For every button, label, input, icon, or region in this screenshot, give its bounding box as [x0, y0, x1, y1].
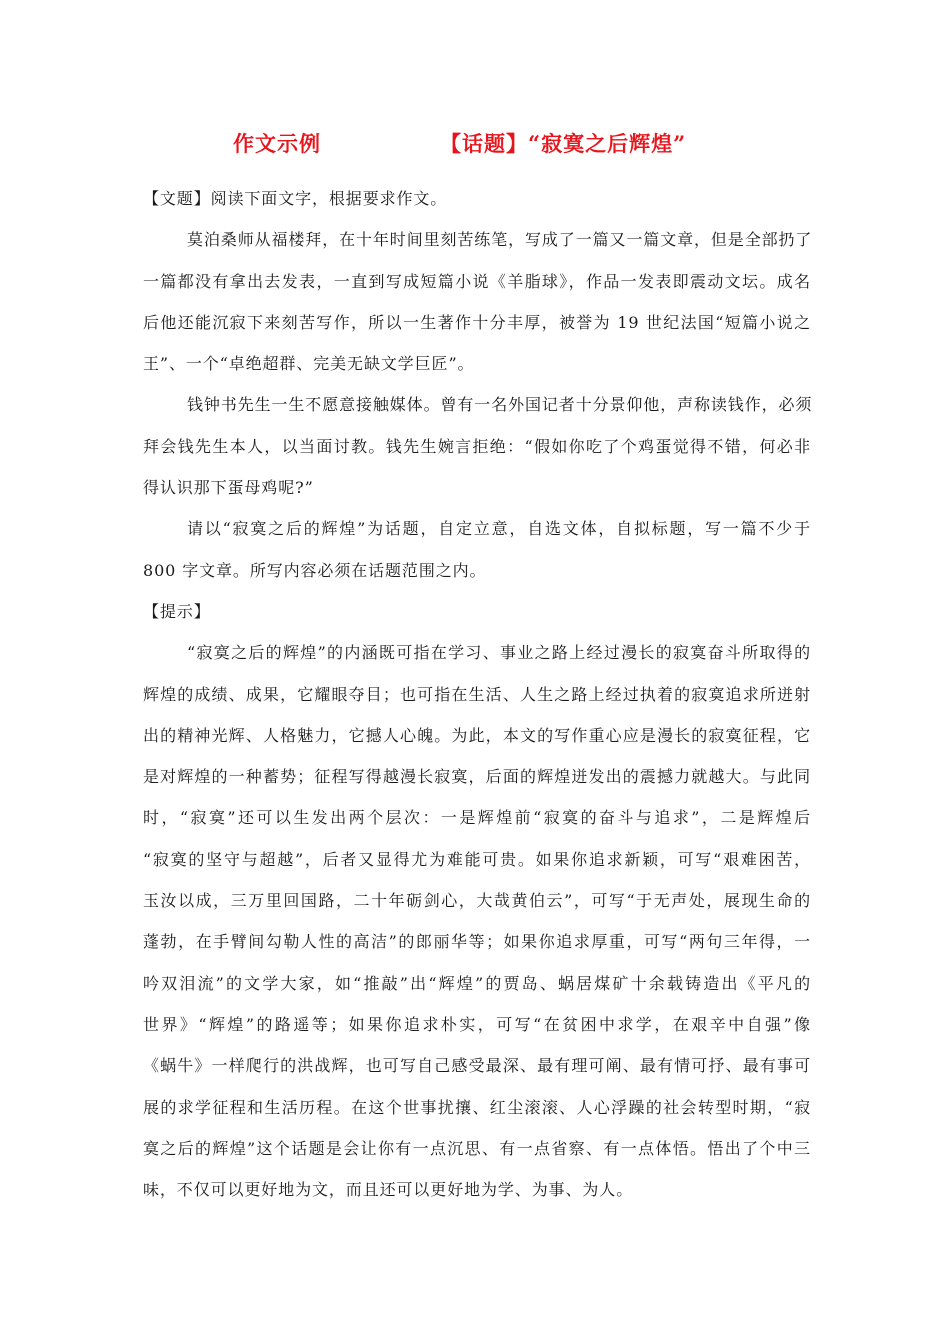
- text-line: 吟双泪流”的文学大家，如“推敲”出“辉煌”的贾岛、蜗居煤矿十余载铸造出《平凡的: [143, 973, 811, 993]
- text-line: 玉汝以成，三万里回国路，二十年砺剑心，大哉黄伯云”，可写“于无声处，展现生命的: [143, 891, 811, 911]
- text-line: 《蜗牛》一样爬行的洪战辉，也可写自己感受最深、最有理可阐、最有情可抒、最有事可: [143, 1056, 811, 1076]
- document-body: [143, 178, 811, 1210]
- text-line: 出的精神光辉、人格魅力，它撼人心魄。为此，本文的写作重心应是漫长的寂寞征程，它: [143, 725, 811, 745]
- text-line: 王”、一个“卓绝超群、完美无缺文学巨匠”。: [143, 354, 475, 374]
- text-line: 莫泊桑师从福楼拜，在十年时间里刻苦练笔，写成了一篇又一篇文章，但是全部扔了: [187, 230, 813, 250]
- assignment-label-line: 【文题】阅读下面文字，根据要求作文。: [143, 189, 448, 208]
- text-line: 展的求学征程和生活历程。在这个世事扰攘、红尘滚滚、人心浮躁的社会转型时期，“寂: [143, 1097, 811, 1117]
- paragraph-requirements: [143, 508, 811, 591]
- tips-label: 【提示】: [143, 601, 211, 621]
- text-line: 一篇都没有拿出去发表，一直到写成短篇小说《羊脂球》，作品一发表即震动文坛。成名: [143, 271, 811, 291]
- topic-title: 【话题】“寂寞之后辉煌”: [440, 131, 687, 156]
- text-line: 是对辉煌的一种蓄势；征程写得越漫长寂寞，后面的辉煌迸发出的震撼力就越大。与此同: [143, 767, 811, 787]
- text-line: 时，“寂寞”还可以生发出两个层次：一是辉煌前“寂寞的奋斗与追求”，二是辉煌后: [143, 808, 811, 828]
- text-line: 得认识那下蛋母鸡呢?”: [143, 478, 314, 498]
- title-row: [0, 128, 950, 164]
- text-line: 后他还能沉寂下来刻苦写作，所以一生著作十分丰厚，被誉为 19 世纪法国“短篇小说之: [143, 312, 811, 332]
- text-line: 800 字文章。所写内容必须在话题范围之内。: [143, 560, 487, 580]
- page-title: 作文示例: [233, 131, 321, 156]
- text-line: 蓬勃，在手臂间勾勒人性的高洁”的郎丽华等；如果你追求厚重，可写“两句三年得，一: [143, 932, 811, 952]
- text-line: 味，不仅可以更好地为文，而且还可以更好地为学、为事、为人。: [143, 1180, 634, 1200]
- tips-paragraph: [143, 632, 811, 1210]
- text-line: “寂寞之后的辉煌”的内涵既可指在学习、事业之路上经过漫长的寂寞奋斗所取得的: [187, 643, 811, 663]
- text-line: 辉煌的成绩、成果，它耀眼夺目；也可指在生活、人生之路上经过执着的寂寞追求所迸射: [143, 684, 811, 704]
- text-line: 钱钟书先生一生不愿意接触媒体。曾有一名外国记者十分景仰他，声称读钱作，必须: [187, 395, 813, 415]
- text-line: 拜会钱先生本人，以当面讨教。钱先生婉言拒绝：“假如你吃了个鸡蛋觉得不错，何必非: [143, 436, 811, 456]
- text-line: 寞之后的辉煌”这个话题是会让你有一点沉思、有一点省察、有一点体悟。悟出了个中三: [143, 1138, 811, 1158]
- text-line: 请以“寂寞之后的辉煌”为话题，自定立意，自选文体，自拟标题，写一篇不少于: [187, 519, 811, 539]
- text-line: 世界》“辉煌”的路遥等；如果你追求朴实，可写“在贫困中求学，在艰辛中自强”像: [143, 1014, 811, 1034]
- paragraph-qian-zhongshu: [143, 384, 811, 508]
- paragraph-maupassant: [143, 219, 811, 384]
- text-line: “寂寞的坚守与超越”，后者又显得尤为难能可贵。如果你追求新颖，可写“艰难困苦，: [143, 849, 811, 869]
